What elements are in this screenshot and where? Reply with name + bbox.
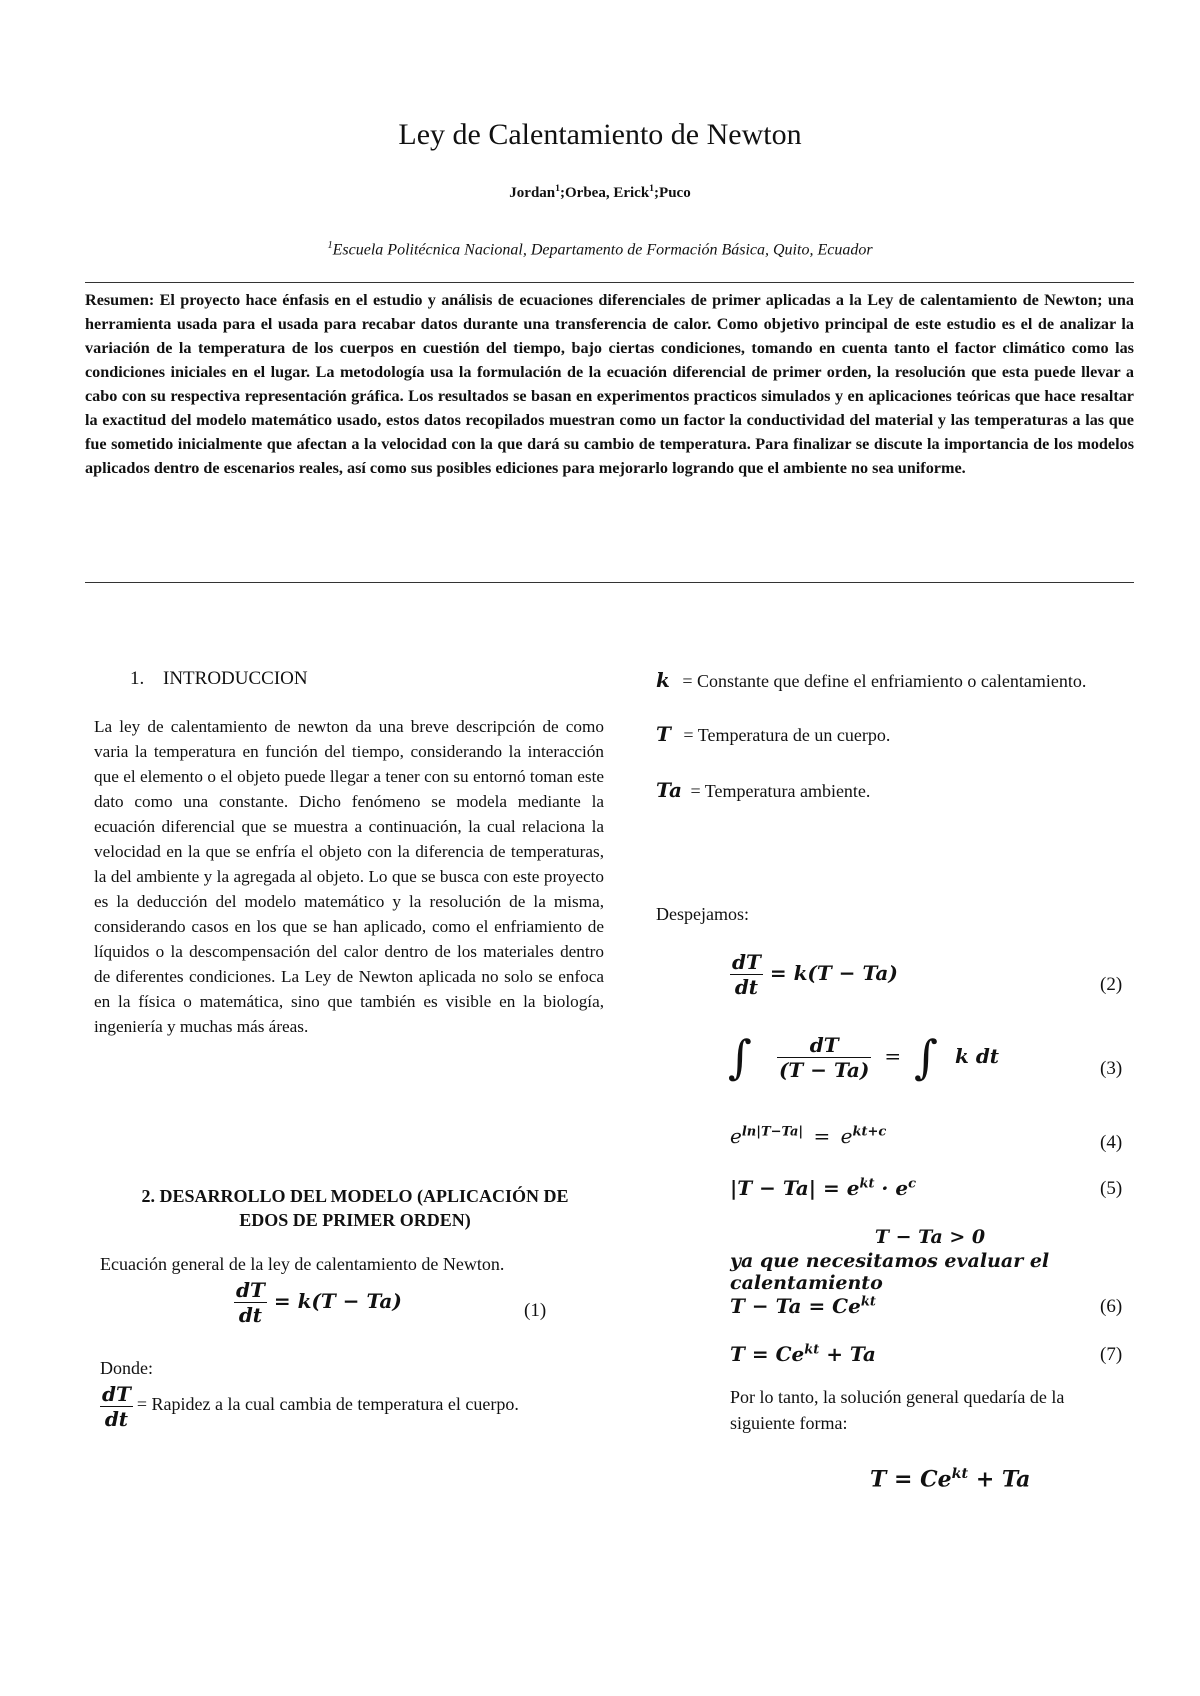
T-symbol: T — [656, 722, 671, 746]
eq5-exponent-2: c — [908, 1176, 917, 1192]
eq4-rhs-base: e — [840, 1124, 853, 1148]
conclusion-text: Por lo tanto, la solución general quedaría de la siguiente forma: — [730, 1387, 1065, 1433]
equation-4 — [730, 1124, 886, 1148]
T-definition — [656, 722, 890, 746]
rate-denominator: dt — [104, 1407, 129, 1431]
equation-2 — [730, 950, 898, 999]
integral-sign-left: ∫ — [728, 1030, 752, 1084]
final-exponent: kt — [951, 1466, 969, 1482]
eq4-equals: = — [813, 1124, 831, 1148]
eq5-mid: · e — [874, 1176, 909, 1200]
eq3-equals: = — [884, 1043, 902, 1068]
eq6-lhs: T − Ta = Ce — [730, 1294, 861, 1318]
equation-6-number: (6) — [1100, 1296, 1123, 1317]
author-2: Orbea, Erick — [565, 185, 650, 201]
eq1-numerator: dT — [236, 1278, 265, 1302]
Ta-definition — [656, 778, 870, 802]
derivation-label: Despejamos: — [656, 904, 749, 924]
intro-paragraph: La ley de calentamiento de newton da una breve descripción de como varia la temperatura en función del tiempo, considerando la interacción que el elemento o el objeto puede llegar a tener con su entornó toman este dato como una constante. Dicho fenómeno se modela mediante la ecuación diferencial que se muestra a continuación, la cual relaciona la velocidad en la que se enfría el objeto con la diferencia de temperaturas, la del ambiente y la agregada al objeto. Lo que se busca con este proyecto es la deducción del modelo matemático y la resolución de la misma, considerando casos en los que se han aplicado, como el enfriamiento de líquidos o la descompensación del calor dentro de los materiales dentro de diferentes condiciones. La Ley de Newton aplicada no solo se enfoca en la física o matemática, sino que también es visible en la biología, ingeniería y muchas más áreas. — [94, 717, 604, 1036]
final-solution — [870, 1466, 1030, 1492]
section-2-heading-line2: EDOS DE PRIMER ORDEN) — [239, 1210, 471, 1230]
Ta-symbol: Ta — [656, 778, 682, 802]
eq3-denominator: (T − Ta) — [778, 1057, 870, 1082]
eq3-rhs: k dt — [955, 1043, 1000, 1068]
T-definition-text: = Temperatura de un cuerpo. — [683, 725, 891, 745]
author-2-sup: 1 — [649, 183, 655, 194]
eq4-lhs-exponent: ln|T−Ta| — [741, 1124, 804, 1140]
eq3-fraction — [777, 1033, 871, 1082]
equation-7-number: (7) — [1100, 1344, 1123, 1365]
abstract-text: El proyecto hace énfasis en el estudio y análisis de ecuaciones diferenciales de primer aplicadas a la Ley de calentamiento de Newton; una herramienta usada para el usada para recabar datos durante una transferencia de calor. Como objetivo principal de este estudio es el de analizar la variación de la temperatura de los cuerpos en cuestión del tiempo, bajo ciertas condiciones, tomando en cuenta tanto el factor climático como las condiciones iniciales en el lugar. La metodología usa la formulación de la ecuación diferencial de primer orden, la resolución que esta puede llevar a cabo con su respectiva representación gráfica. Los resultados se basan en experimentos practicos simulados y en aplicaciones teóricas que hace resaltar la exactitud del modelo matemático usado, estos datos recopilados muestran como un factor la conductividad del material y las temperaturas a las que fue sometido inicialmente que afectan a la velocidad con la que dará su cambio de temperatura. Para finalizar se discute la importancia de los modelos aplicados dentro de escenarios reales, así como sus posibles ediciones para mejorarlo logrando que el ambiente no sea uniforme. — [85, 291, 1134, 477]
final-lhs: T = Ce — [870, 1466, 952, 1493]
eq5-lhs: |T − Ta| = e — [730, 1176, 860, 1200]
rate-fraction — [100, 1382, 133, 1431]
equation-7 — [730, 1342, 876, 1366]
eq6-exponent: kt — [860, 1294, 876, 1310]
eq5-exponent-1: kt — [859, 1176, 875, 1192]
eq7-lhs: T = Ce — [730, 1342, 805, 1366]
section-1-number: 1. — [130, 668, 145, 689]
k-definition-text: = Constante que define el enfriamiento o calentamiento. — [682, 671, 1087, 691]
integral-sign-right: ∫ — [914, 1030, 939, 1084]
eq4-rhs-exponent: kt+c — [852, 1124, 887, 1140]
author-3: Puco — [659, 185, 691, 201]
abstract — [85, 288, 1134, 480]
rate-definition — [100, 1382, 519, 1431]
eq4-lhs-base: e — [730, 1124, 742, 1148]
section-2-heading-line1: 2. DESARROLLO DEL MODELO (APLICACIÓN DE — [141, 1186, 569, 1206]
eq2-denominator: dt — [734, 975, 759, 999]
where-label: Donde: — [100, 1358, 153, 1378]
eq7-tail: + Ta — [819, 1342, 876, 1366]
eq2-rhs: = k(T − Ta) — [769, 961, 898, 985]
equation-6 — [730, 1294, 876, 1318]
author-1: Jordan — [509, 185, 556, 201]
equation-3-number: (3) — [1100, 1058, 1123, 1079]
affiliation — [0, 240, 1200, 259]
equation-1-number: (1) — [524, 1300, 547, 1321]
rate-definition-text: = Rapidez a la cual cambia de temperatura el cuerpo. — [136, 1394, 519, 1415]
final-tail: + Ta — [968, 1466, 1031, 1493]
eq1-denominator: dt — [238, 1303, 263, 1327]
abstract-top-rule — [85, 282, 1134, 283]
Ta-definition-text: = Temperatura ambiente. — [690, 781, 871, 801]
eq2-fraction — [730, 950, 763, 999]
condition-note: ya que necesitamos evaluar el calentamiento — [730, 1250, 1050, 1294]
equation-5 — [730, 1176, 916, 1200]
eq2-numerator: dT — [732, 950, 761, 974]
equation-5-number: (5) — [1100, 1178, 1123, 1199]
affiliation-text: Escuela Politécnica Nacional, Departamento de Formación Básica, Quito, Ecuador — [332, 241, 873, 259]
section-2-heading — [100, 1184, 610, 1232]
eq1-rhs: = k(T − Ta) — [273, 1289, 402, 1313]
eq7-exponent: kt — [804, 1342, 820, 1358]
condition: T − Ta > 0 — [874, 1226, 986, 1248]
rate-numerator: dT — [102, 1382, 131, 1406]
paper-title: Ley de Calentamiento de Newton — [398, 118, 802, 151]
equation-4-number: (4) — [1100, 1132, 1123, 1153]
section-1-title: INTRODUCCION — [163, 668, 308, 689]
equation-3 — [728, 1030, 999, 1084]
equation-1 — [234, 1278, 402, 1327]
equation-2-number: (2) — [1100, 974, 1123, 995]
abstract-label: Resumen: — [85, 291, 155, 309]
author-list: Jordan$^1$;Orbea, Erick$^1$;Puco — [509, 183, 691, 201]
eq3-numerator: dT — [777, 1033, 871, 1058]
general-equation-text: Ecuación general de la ley de calentamiento de Newton. — [100, 1254, 505, 1274]
eq1-fraction — [234, 1278, 267, 1327]
section-1-heading — [130, 668, 308, 690]
abstract-bottom-rule — [85, 582, 1134, 583]
k-symbol: k — [656, 668, 670, 692]
affiliation-sup: 1 — [327, 240, 333, 251]
author-1-sup: 1 — [555, 183, 560, 194]
k-definition — [656, 668, 1086, 692]
